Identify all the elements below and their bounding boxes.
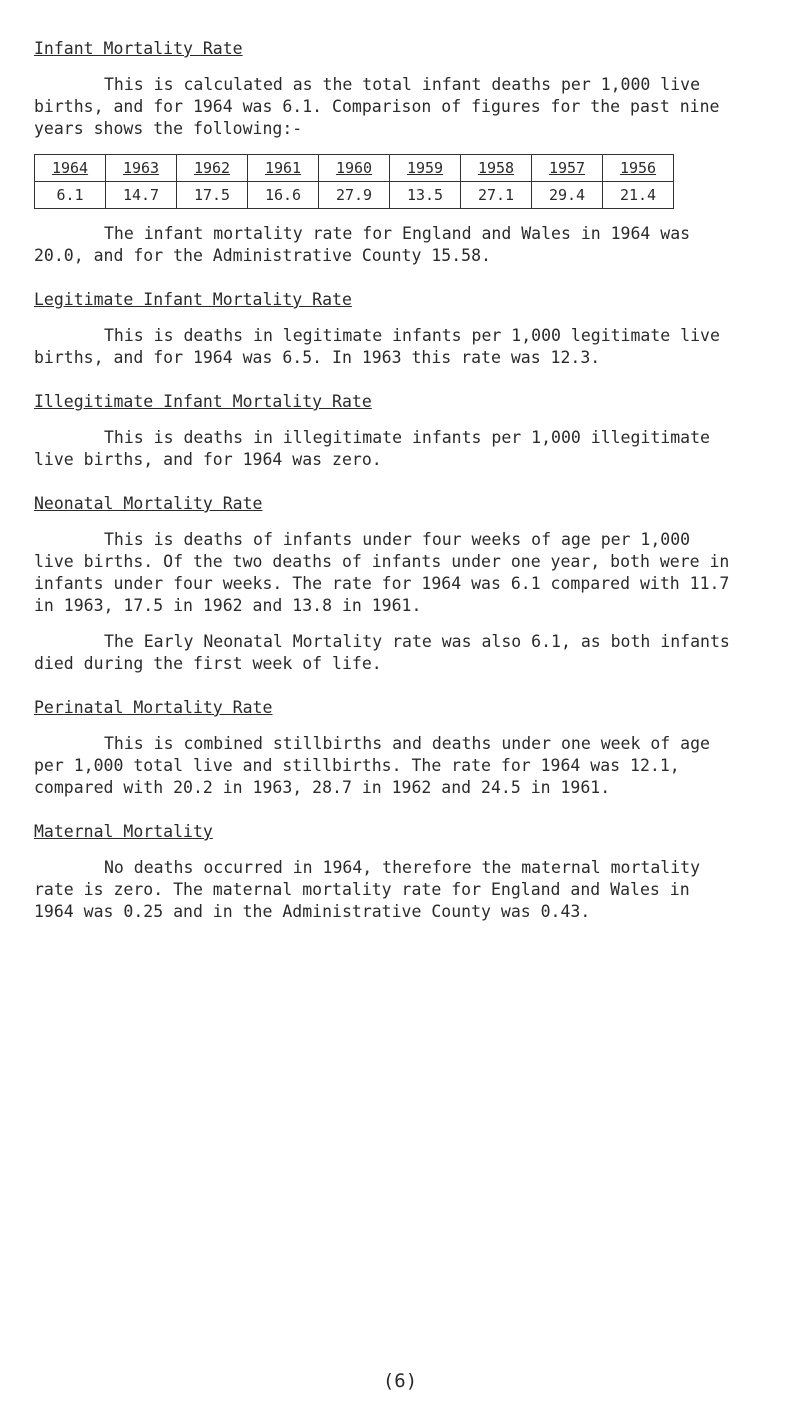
infant-mortality-comparison: The infant mortality rate for England and Wales in 1964 was 20.0, and for the Administrative County 15.58.: [34, 224, 691, 265]
rate-cell: 6.1: [35, 182, 106, 209]
rate-cell: 27.1: [461, 182, 532, 209]
legitimate-mortality-heading: Legitimate Infant Mortality Rate: [34, 290, 352, 309]
neonatal-mortality-text: This is deaths of infants under four weeks of age per 1,000 live births. Of the two deaths of infants under one year, both were in infants under four weeks. The rate for 1964 was 6.1 compared with 11.7 in 1963, 17.5 in 1962 and 13.8 in 1961.: [34, 530, 730, 615]
rate-cell: 17.5: [177, 182, 248, 209]
year-cell: 1959: [390, 155, 461, 182]
year-cell: 1963: [106, 155, 177, 182]
neonatal-mortality-heading: Neonatal Mortality Rate: [34, 494, 263, 513]
year-cell: 1964: [35, 155, 106, 182]
year-cell: 1957: [532, 155, 603, 182]
page-number: (6): [382, 1370, 418, 1392]
illegitimate-mortality-heading: Illegitimate Infant Mortality Rate: [34, 392, 372, 411]
report-page: [34, 38, 734, 923]
infant-mortality-intro: This is calculated as the total infant deaths per 1,000 live births, and for 1964 was 6.1. Comparison of figures for the past nine years shows the following:-: [34, 75, 720, 138]
year-cell: 1960: [319, 155, 390, 182]
maternal-mortality-text: No deaths occurred in 1964, therefore the maternal mortality rate is zero. The maternal mortality rate for England and Wales in 1964 was 0.25 and in the Administrative County was 0.43.: [34, 858, 701, 921]
rate-cell: 14.7: [106, 182, 177, 209]
rate-cell: 29.4: [532, 182, 603, 209]
legitimate-mortality-text: This is deaths in legitimate infants per 1,000 legitimate live births, and for 1964 was 6.5. In 1963 this rate was 12.3.: [34, 326, 720, 367]
rate-cell: 27.9: [319, 182, 390, 209]
year-cell: 1958: [461, 155, 532, 182]
year-cell: 1956: [603, 155, 674, 182]
maternal-mortality-heading: Maternal Mortality: [34, 822, 213, 841]
rate-cell: 21.4: [603, 182, 674, 209]
rate-cell: 16.6: [248, 182, 319, 209]
perinatal-mortality-heading: Perinatal Mortality Rate: [34, 698, 273, 717]
infant-mortality-heading: Infant Mortality Rate: [34, 39, 243, 58]
perinatal-mortality-text: This is combined stillbirths and deaths under one week of age per 1,000 total live and stillbirths. The rate for 1964 was 12.1, compared with 20.2 in 1963, 28.7 in 1962 and 24.5 in 1961.: [34, 734, 710, 797]
year-cell: 1961: [248, 155, 319, 182]
infant-mortality-table: [34, 154, 674, 209]
rate-cell: 13.5: [390, 182, 461, 209]
illegitimate-mortality-text: This is deaths in illegitimate infants per 1,000 illegitimate live births, and for 1964 was zero.: [34, 428, 710, 469]
table-row: [35, 155, 674, 182]
year-cell: 1962: [177, 155, 248, 182]
early-neonatal-text: The Early Neonatal Mortality rate was also 6.1, as both infants died during the first week of life.: [34, 632, 730, 673]
table-row: [35, 182, 674, 209]
